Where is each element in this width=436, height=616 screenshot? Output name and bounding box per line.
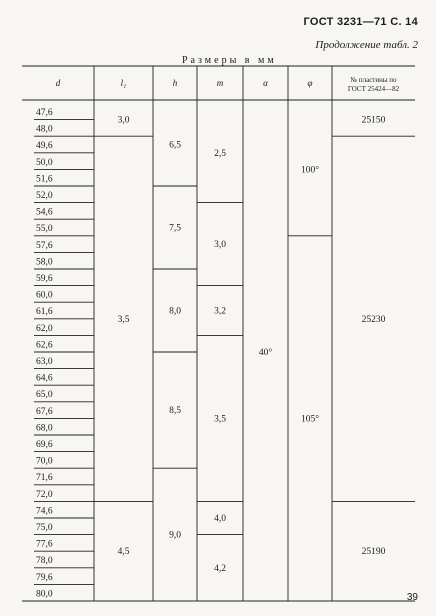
cell-d: 65,0 <box>36 390 53 401</box>
cell-h: 8,5 <box>169 406 181 417</box>
cell-m: 3,5 <box>214 414 226 425</box>
cell-m: 3,0 <box>214 240 226 251</box>
cell-m: 2,5 <box>214 148 226 159</box>
cell-h: 8,0 <box>169 306 181 317</box>
cell-d: 62,0 <box>36 323 53 334</box>
cell-m: 4,2 <box>214 563 226 574</box>
cell-d: 75,0 <box>36 523 53 533</box>
cell-l1: 3,5 <box>117 314 130 325</box>
cell-h: 9,0 <box>169 530 181 541</box>
cell-d: 74,6 <box>36 506 53 517</box>
cell-d: 69,6 <box>36 440 53 450</box>
cell-d: 63,0 <box>36 357 53 367</box>
standard-header: ГОСТ 3231—71 С. 14 <box>303 16 418 28</box>
cell-d: 77,6 <box>36 539 53 550</box>
cell-d: 62,6 <box>36 340 53 351</box>
cell-h: 6,5 <box>169 140 181 151</box>
cell-plate: 25150 <box>361 115 386 126</box>
cell-d: 72,0 <box>36 489 53 500</box>
cell-d: 78,0 <box>36 556 53 567</box>
column-header: m <box>216 78 224 88</box>
cell-d: 49,6 <box>36 141 53 152</box>
cell-plate: 25230 <box>361 314 386 325</box>
cell-d: 70,0 <box>36 456 53 467</box>
cell-d: 79,6 <box>36 572 53 583</box>
column-header-plate: № пластины по ГОСТ 25424—82 <box>347 76 400 93</box>
column-header: d <box>55 78 61 88</box>
cell-alpha: 40° <box>258 348 273 358</box>
table-continuation-label: Продолжение табл. 2 <box>315 39 418 51</box>
cell-d: 51,6 <box>36 174 53 185</box>
cell-phi: 105° <box>300 414 320 425</box>
cell-d: 47,6 <box>36 108 53 118</box>
cell-d: 59,6 <box>36 274 53 284</box>
cell-m: 4,0 <box>214 514 226 524</box>
cell-d: 50,0 <box>36 157 53 168</box>
cell-d: 71,6 <box>36 473 53 484</box>
cell-d: 54,6 <box>36 207 53 218</box>
cell-d: 52,0 <box>36 191 53 201</box>
column-header: h <box>172 78 178 88</box>
cell-phi: 100° <box>300 165 320 176</box>
sizes-caption: Размеры в мм <box>182 55 277 66</box>
cell-h: 7,5 <box>169 223 181 234</box>
column-header: φ <box>307 78 313 88</box>
column-header: α <box>263 78 268 88</box>
cell-d: 60,0 <box>36 290 53 301</box>
cell-l1: 3,0 <box>117 115 130 126</box>
cell-d: 64,6 <box>36 373 53 384</box>
cell-m: 3,2 <box>214 306 226 317</box>
column-header: l₁ <box>120 78 127 88</box>
page-number: 39 <box>406 592 418 603</box>
cell-d: 57,6 <box>36 240 53 251</box>
cell-d: 67,6 <box>36 406 53 417</box>
cell-l1: 4,5 <box>117 547 130 558</box>
cell-d: 55,0 <box>36 224 53 235</box>
cell-d: 80,0 <box>36 589 53 600</box>
cell-plate: 25190 <box>361 547 386 558</box>
cell-d: 68,0 <box>36 423 53 434</box>
cell-d: 58,0 <box>36 257 53 268</box>
cell-d: 61,6 <box>36 307 53 318</box>
cell-d: 48,0 <box>36 124 53 135</box>
